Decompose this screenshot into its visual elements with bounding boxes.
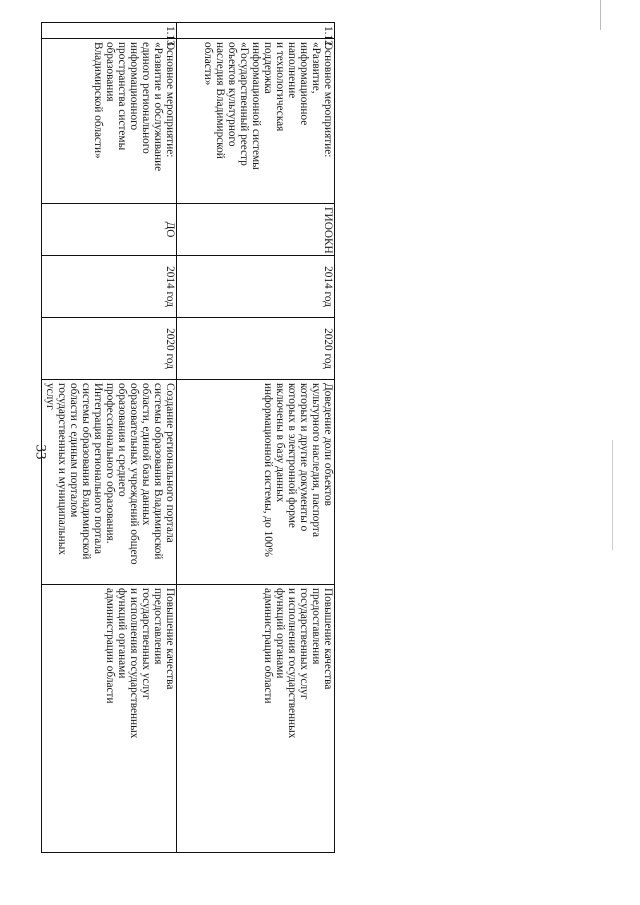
- expected-result-text: Доведение доли объектов культурного наследия, паспорта которых и другие документы о которых в электронной форме включены в базу данных информационной системы, до 100%: [262, 383, 334, 557]
- row-number: 1.13.: [42, 23, 177, 39]
- effect: [42, 585, 177, 853]
- scan-edge-mark: [612, 440, 613, 550]
- scan-edge-mark: [600, 0, 601, 30]
- table-container: [44, 22, 335, 852]
- event-name: [42, 39, 177, 204]
- table-row: [42, 23, 177, 853]
- effect-text: Повышение качества предоставления государственных услуг и исполнения государственных функций органами администрации области: [262, 588, 334, 739]
- executor: ДО: [42, 204, 177, 256]
- end-year: 2020 год: [177, 318, 335, 380]
- executor: ГИООКН: [177, 204, 335, 256]
- event-name-text: Основное мероприятие: «Развитие и обслуживание единого регионального информационного пространства системы образования Владимирской области»: [92, 42, 176, 172]
- program-events-table: [41, 22, 335, 853]
- expected-result: [177, 380, 335, 585]
- table-row: [177, 23, 335, 853]
- end-year: 2020 год: [42, 318, 177, 380]
- page-number: 33: [32, 444, 49, 460]
- event-name: [177, 39, 335, 204]
- start-year: 2014 год: [177, 256, 335, 318]
- expected-result: [42, 380, 177, 585]
- expected-result-text: Создание регионального портала системы образования Владимирской области, единой базы данных образовательных учреждений общего образования и среднего профессионального образования. Интеграция регионального портала системы образования Владимирской области с единым порталом государственных и муниципальных услуг: [44, 383, 176, 565]
- effect-text: Повышение качества предоставления государственных услуг и исполнения государственных функций органами администрации области: [104, 588, 176, 739]
- start-year: 2014 год: [42, 256, 177, 318]
- effect: [177, 585, 335, 853]
- event-name-text: Основное мероприятие: «Развитие, информационное наполнение и технологическая поддержка информационной системы «Государственный реестр объектов культурного наследия Владимирской области»: [202, 42, 334, 170]
- row-number: 1.12.: [177, 23, 335, 39]
